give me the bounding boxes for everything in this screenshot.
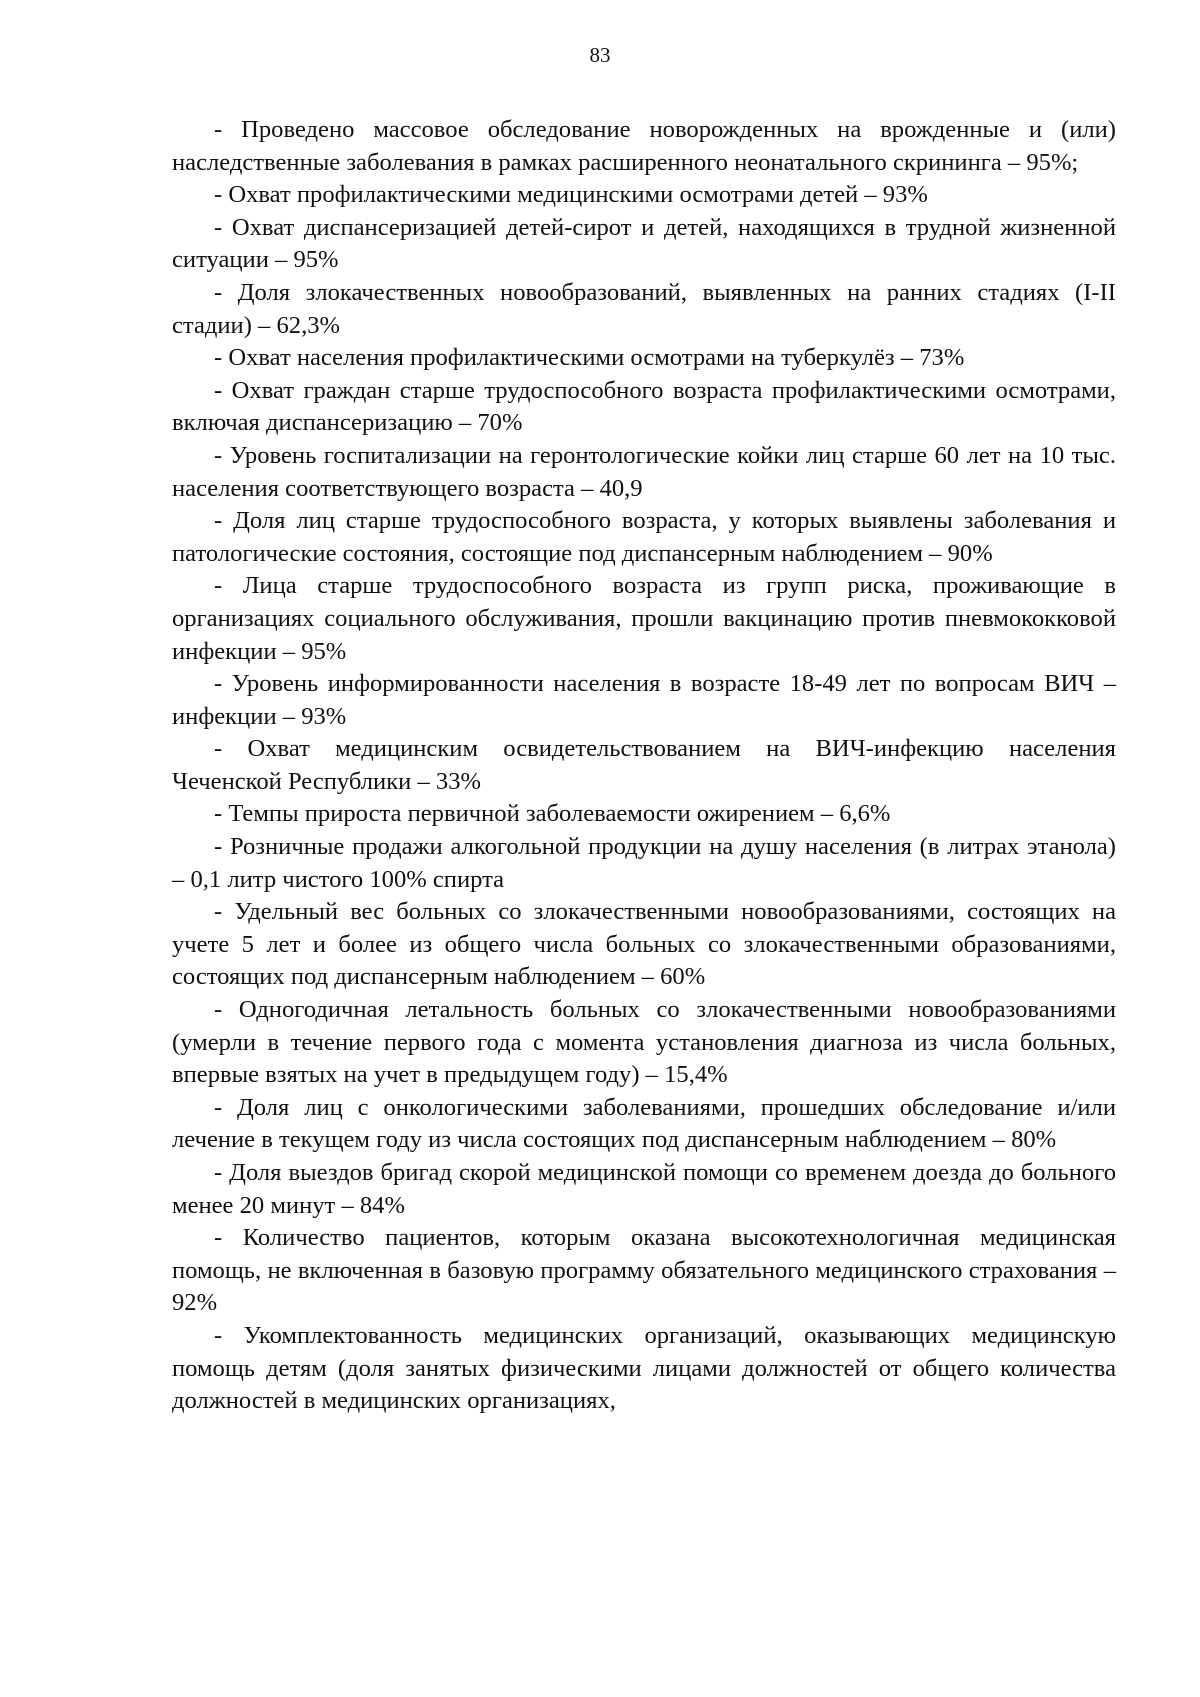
list-item: - Охват диспансеризацией детей-сирот и детей, находящихся в трудной жизненной ситуации – 95% [172, 213, 1116, 274]
list-item: - Охват населения профилактическими осмотрами на туберкулёз – 73% [214, 344, 965, 372]
list-item: - Количество пациентов, которым оказана высокотехнологичная медицинская помощь, не включенная в базовую программу обязательного медицинского страхования – 92% [172, 1224, 1116, 1317]
list-item: - Уровень госпитализации на геронтологические койки лиц старше 60 лет на 10 тыс. населения соответствующего возраста – 40,9 [172, 441, 1116, 502]
list-item: - Охват профилактическими медицинскими осмотрами детей – 93% [214, 181, 928, 209]
list-item: - Удельный вес больных со злокачественными новообразованиями, состоящих на учете 5 лет и более из общего числа больных со злокачественными образованиями, состоящих под диспансерным наблюдением – 60% [172, 898, 1116, 991]
list-item: - Укомплектованность медицинских организаций, оказывающих медицинскую помощь детям (доля занятых физическими лицами должностей от общего количества должностей в медицинских организациях, [172, 1321, 1116, 1415]
list-item: - Доля выездов бригад скорой медицинской помощи со временем доезда до больного менее 20 минут – 84% [172, 1159, 1116, 1219]
page-number: 83 [589, 43, 611, 67]
indicator-list [172, 114, 1116, 1418]
list-item: - Доля лиц с онкологическими заболеваниями, прошедших обследование и/или лечение в текущем году из числа состоящих под диспансерным наблюдением – 80% [172, 1093, 1116, 1154]
list-item: - Уровень информированности населения в возрасте 18-49 лет по вопросам ВИЧ – инфекции – 93% [172, 670, 1116, 730]
list-item: - Темпы прироста первичной заболеваемости ожирением – 6,6% [214, 800, 891, 828]
list-item: - Доля злокачественных новообразований, выявленных на ранних стадиях (I-II стадии) – 62,3% [172, 278, 1116, 339]
list-item: - Доля лиц старше трудоспособного возраста, у которых выявлены заболевания и патологические состояния, состоящие под диспансерным наблюдением – 90% [172, 507, 1116, 567]
list-item: - Охват граждан старше трудоспособного возраста профилактическими осмотрами, включая диспансеризацию – 70% [172, 376, 1116, 437]
list-item: - Проведено массовое обследование новорожденных на врожденные и (или) наследственные заболевания в рамках расширенного неонатального скрининга – 95%; [172, 116, 1116, 176]
list-item: - Лица старше трудоспособного возраста из групп риска, проживающие в организациях социального обслуживания, прошли вакцинацию против пневмококковой инфекции – 95% [172, 572, 1116, 665]
list-item: - Охват медицинским освидетельствованием на ВИЧ-инфекцию населения Чеченской Республики – 33% [172, 735, 1116, 795]
list-item: - Розничные продажи алкогольной продукции на душу населения (в литрах этанола) – 0,1 литр чистого 100% спирта [172, 833, 1116, 893]
list-item: - Одногодичная летальность больных со злокачественными новообразованиями (умерли в течение первого года с момента установления диагноза из числа больных, впервые взятых на учет в предыдущем году) – 15,4% [172, 996, 1116, 1089]
